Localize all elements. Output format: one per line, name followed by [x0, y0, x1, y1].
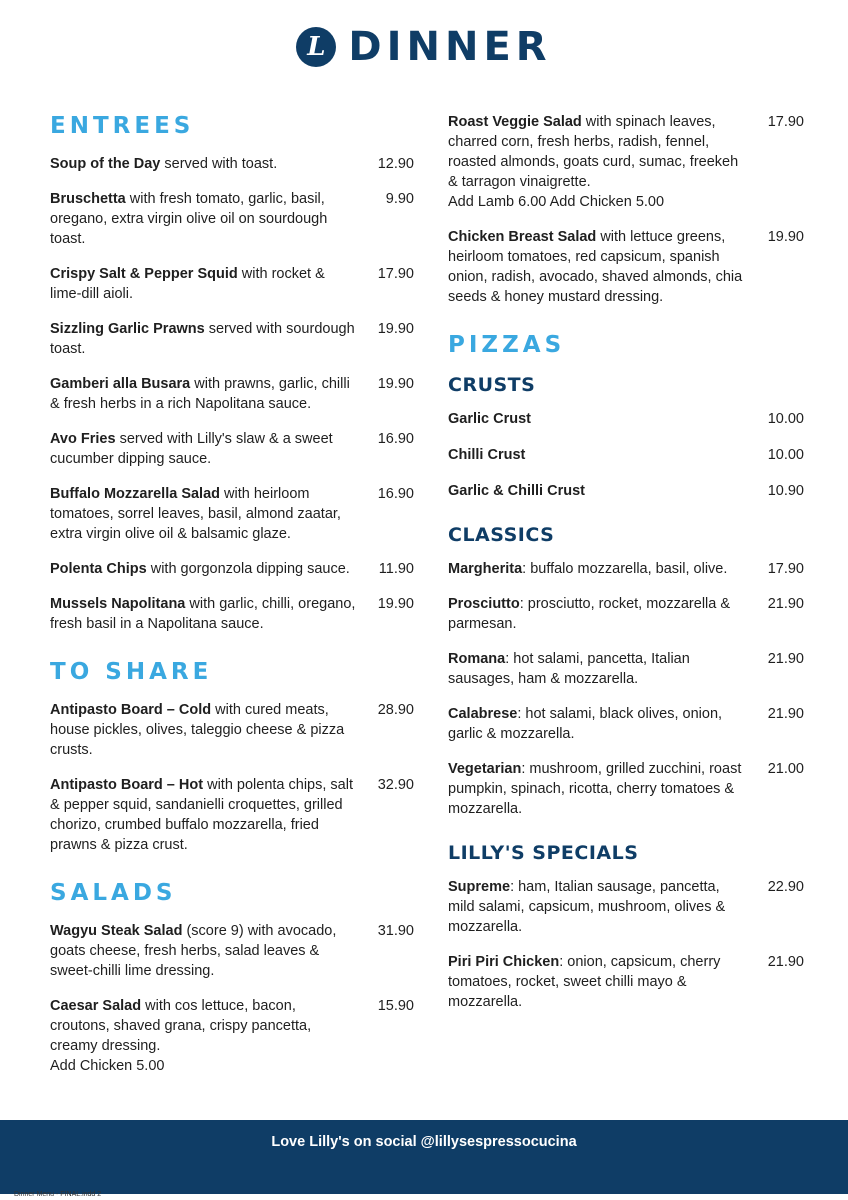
- item-price: 16.90: [377, 486, 414, 502]
- item-addon: Add Chicken 5.00: [50, 1058, 165, 1074]
- menu-item: [50, 264, 414, 304]
- menu-title: DINNER: [348, 24, 552, 70]
- item-desc: with cured meats, house pickles, olives, taleggio cheese & pizza crusts.: [50, 702, 345, 758]
- item-price: 12.90: [377, 156, 414, 172]
- item-price: 11.90: [378, 561, 414, 577]
- item-price: 15.90: [377, 998, 414, 1014]
- right-column: [448, 112, 804, 1027]
- item-price: 19.90: [377, 376, 414, 392]
- footer-banner: [0, 1120, 848, 1194]
- item-name: Chicken Breast Salad: [448, 229, 597, 245]
- item-price: 19.90: [767, 229, 804, 245]
- subsection-title-classics: CLASSICS: [448, 524, 555, 546]
- lillys-logo: [296, 27, 336, 67]
- logo-letter: L: [307, 32, 326, 62]
- item-price: 19.90: [377, 596, 414, 612]
- print-slug: Dinner Menu - FINAL.indd 2: [14, 1191, 102, 1198]
- item-desc: with gorgonzola dipping sauce.: [146, 561, 350, 577]
- item-price: 21.90: [767, 596, 804, 612]
- item-name: Caesar Salad: [50, 998, 142, 1014]
- subsection-title-crusts: CRUSTS: [448, 374, 536, 396]
- item-desc: served with sourdough toast.: [50, 321, 355, 357]
- item-name: Avo Fries: [50, 431, 116, 447]
- item-price: 9.90: [385, 191, 414, 207]
- item-price: 21.90: [767, 954, 804, 970]
- item-price: 17.90: [767, 561, 804, 577]
- item-desc: : prosciutto, rocket, mozzarella & parmesan.: [448, 596, 731, 632]
- menu-item: [448, 594, 804, 634]
- menu-item: [50, 700, 414, 760]
- menu-item: [50, 189, 414, 249]
- menu-item: [50, 921, 414, 981]
- menu-item: [50, 374, 414, 414]
- item-price: 21.00: [767, 761, 804, 777]
- item-name: Bruschetta: [50, 191, 126, 207]
- item-price: 28.90: [377, 702, 414, 718]
- menu-item: [50, 559, 414, 579]
- item-name: Crispy Salt & Pepper Squid: [50, 266, 238, 282]
- item-price: 10.90: [767, 483, 804, 499]
- item-name: Wagyu Steak Salad: [50, 923, 183, 939]
- item-name: Piri Piri Chicken: [448, 954, 560, 970]
- item-price: 22.90: [767, 879, 804, 895]
- item-desc: : ham, Italian sausage, pancetta, mild salami, capsicum, mushroom, olives & mozzarella.: [448, 879, 726, 935]
- item-desc: with fresh tomato, garlic, basil, oregano, extra virgin olive oil on sourdough toast.: [50, 191, 328, 247]
- item-desc: with polenta chips, salt & pepper squid, sandanielli croquettes, grilled chorizo, crumbed buffalo mozzarella, fried prawns & pizza crust.: [50, 777, 353, 853]
- menu-item: [448, 445, 804, 465]
- item-name: Mussels Napolitana: [50, 596, 186, 612]
- item-name: Garlic Crust: [448, 411, 531, 427]
- to-share-list: [50, 700, 414, 855]
- menu-item: [50, 154, 414, 174]
- menu-item: [448, 559, 804, 579]
- item-desc: served with Lilly's slaw & a sweet cucumber dipping sauce.: [50, 431, 333, 467]
- section-title-pizzas: PIZZAS: [448, 332, 566, 358]
- item-price: 10.00: [767, 447, 804, 463]
- menu-item: [50, 319, 414, 359]
- menu-header: [0, 24, 848, 70]
- item-price: 21.90: [767, 706, 804, 722]
- item-name: Garlic & Chilli Crust: [448, 483, 585, 499]
- item-name: Polenta Chips: [50, 561, 147, 577]
- item-desc: : hot salami, black olives, onion, garlic & mozzarella.: [448, 706, 723, 742]
- item-price: 32.90: [377, 777, 414, 793]
- item-desc: with prawns, garlic, chilli & fresh herbs in a rich Napolitana sauce.: [50, 376, 350, 412]
- item-desc: with cos lettuce, bacon, croutons, shaved grana, crispy pancetta, creamy dressing.: [50, 998, 312, 1054]
- item-name: Margherita: [448, 561, 523, 577]
- section-title-entrees: ENTREES: [50, 113, 195, 139]
- item-name: Prosciutto: [448, 596, 520, 612]
- social-handle-text: Love Lilly's on social @lillysespressocucina: [271, 1134, 577, 1150]
- salads-list-right: [448, 112, 804, 307]
- left-column: [50, 112, 414, 1091]
- menu-item: [50, 775, 414, 855]
- item-desc: : mushroom, grilled zucchini, roast pumpkin, spinach, ricotta, cherry tomatoes & mozzarella.: [448, 761, 742, 817]
- menu-item: [50, 429, 414, 469]
- menu-item: [448, 112, 804, 212]
- classics-list: [448, 559, 804, 819]
- item-name: Roast Veggie Salad: [448, 114, 582, 130]
- menu-item: [448, 227, 804, 307]
- item-name: Buffalo Mozzarella Salad: [50, 486, 221, 502]
- item-desc: : hot salami, pancetta, Italian sausages, ham & mozzarella.: [448, 651, 690, 687]
- item-name: Gamberi alla Busara: [50, 376, 191, 392]
- item-name: Antipasto Board – Hot: [50, 777, 204, 793]
- menu-item: [50, 594, 414, 634]
- section-title-salads: SALADS: [50, 880, 177, 906]
- item-price: 31.90: [377, 923, 414, 939]
- item-name: Chilli Crust: [448, 447, 526, 463]
- menu-item: [448, 877, 804, 937]
- item-price: 17.90: [377, 266, 414, 282]
- menu-item: [448, 649, 804, 689]
- item-desc: with spinach leaves, charred corn, fresh herbs, radish, fennel, roasted almonds, goats curd, sumac, freekeh & tarragon vinaigrette.: [448, 114, 739, 190]
- item-name: Supreme: [448, 879, 511, 895]
- crusts-list: [448, 409, 804, 501]
- item-name: Romana: [448, 651, 506, 667]
- salads-list-left: [50, 921, 414, 1076]
- item-desc: with heirloom tomatoes, sorrel leaves, basil, almond zaatar, extra virgin olive oil & balsamic glaze.: [50, 486, 341, 542]
- item-desc: with garlic, chilli, oregano, fresh basil in a Napolitana sauce.: [50, 596, 356, 632]
- item-desc: : buffalo mozzarella, basil, olive.: [522, 561, 728, 577]
- menu-item: [448, 759, 804, 819]
- item-name: Calabrese: [448, 706, 518, 722]
- section-title-to-share: TO SHARE: [50, 659, 213, 685]
- item-price: 17.90: [767, 114, 804, 130]
- item-addon: Add Lamb 6.00 Add Chicken 5.00: [448, 194, 665, 210]
- item-desc: served with toast.: [160, 156, 278, 172]
- item-price: 16.90: [377, 431, 414, 447]
- menu-item: [448, 952, 804, 1012]
- item-desc: : onion, capsicum, cherry tomatoes, rocket, sweet chilli mayo & mozzarella.: [448, 954, 721, 1010]
- item-name: Soup of the Day: [50, 156, 161, 172]
- item-desc: with lettuce greens, heirloom tomatoes, red capsicum, spanish onion, radish, avocado, shaved almonds, chia seeds & honey mustard dressing.: [448, 229, 743, 305]
- item-desc: with rocket & lime-dill aioli.: [50, 266, 325, 302]
- item-name: Vegetarian: [448, 761, 522, 777]
- item-price: 19.90: [377, 321, 414, 337]
- entrees-list: [50, 154, 414, 634]
- menu-item: [448, 409, 804, 429]
- item-price: 10.00: [767, 411, 804, 427]
- menu-item: [50, 996, 414, 1076]
- menu-item: [448, 481, 804, 501]
- subsection-title-specials: LILLY'S SPECIALS: [448, 842, 639, 864]
- menu-item: [448, 704, 804, 744]
- specials-list: [448, 877, 804, 1012]
- menu-item: [50, 484, 414, 544]
- item-name: Antipasto Board – Cold: [50, 702, 212, 718]
- item-desc: (score 9) with avocado, goats cheese, fresh herbs, salad leaves & sweet-chilli lime dressing.: [50, 923, 337, 979]
- item-name: Sizzling Garlic Prawns: [50, 321, 205, 337]
- item-price: 21.90: [767, 651, 804, 667]
